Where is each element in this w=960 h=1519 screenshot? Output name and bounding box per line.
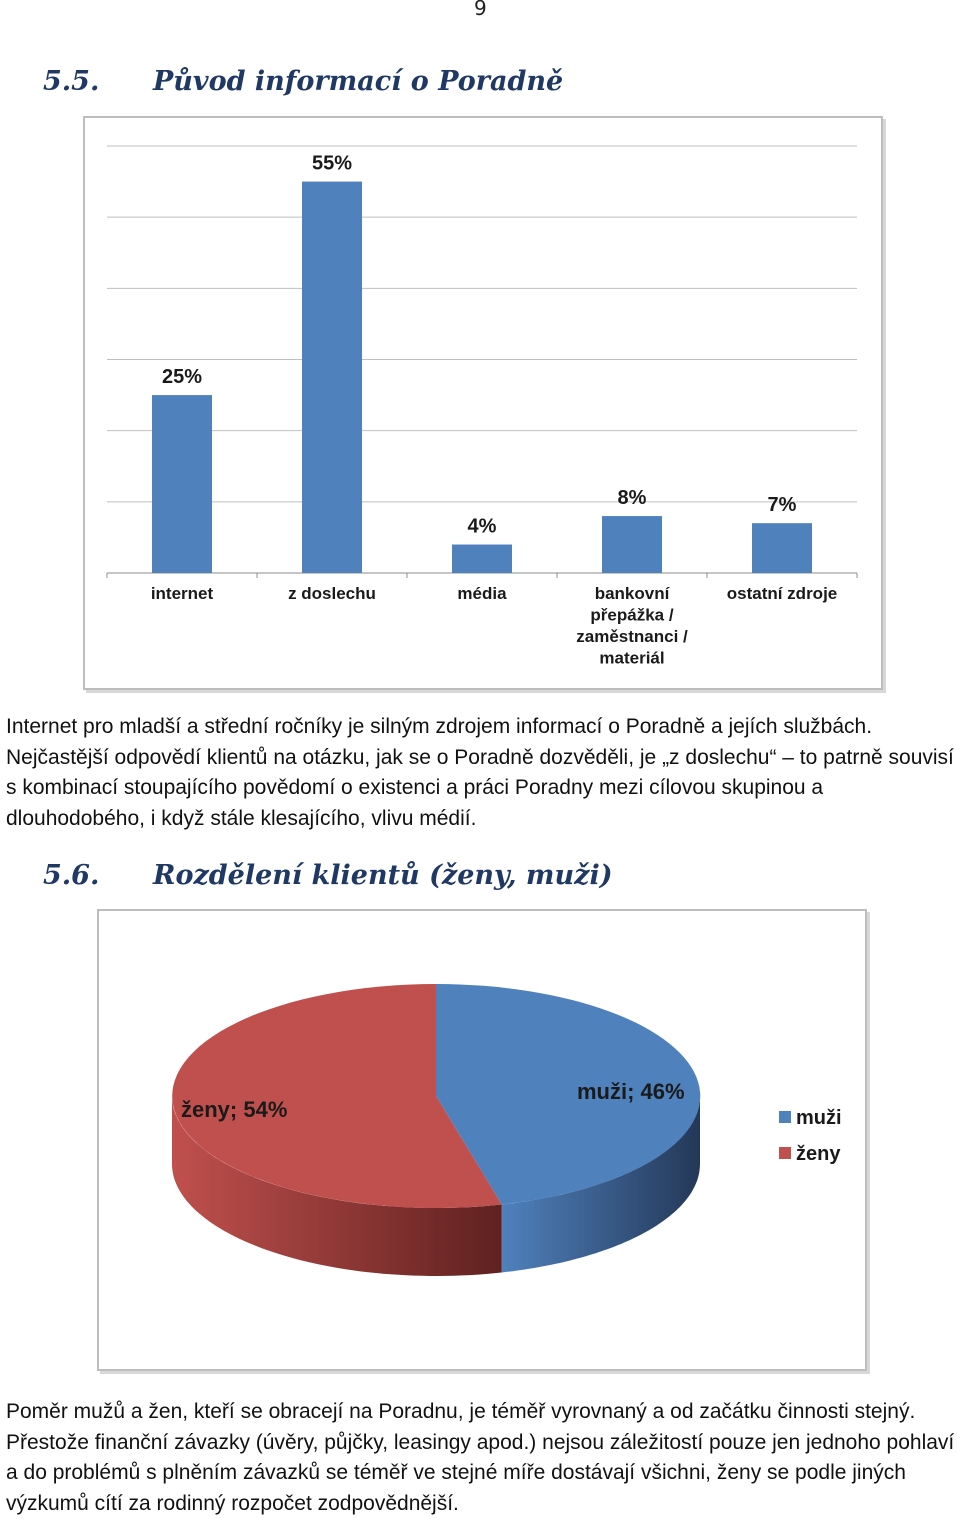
pie-chart bbox=[99, 911, 865, 1369]
legend-swatch bbox=[779, 1111, 791, 1123]
bar bbox=[452, 545, 512, 573]
bar-data-label: 25% bbox=[161, 366, 203, 389]
bar-data-label: 8% bbox=[617, 487, 647, 510]
bar-data-label: 4% bbox=[467, 515, 497, 538]
legend-label: muži bbox=[796, 1107, 842, 1129]
pie-chart-frame bbox=[97, 909, 867, 1371]
legend-label: ženy bbox=[796, 1143, 841, 1165]
bar-data-label: 7% bbox=[767, 494, 797, 517]
section-heading-5-6 bbox=[43, 860, 612, 891]
section-number: 5.5. bbox=[43, 66, 100, 97]
x-tick-label: internet bbox=[150, 584, 214, 603]
legend-swatch bbox=[779, 1147, 791, 1159]
x-tick-label: média bbox=[457, 584, 507, 603]
section-5-5-text: Internet pro mladší a střední ročníky je silným zdrojem informací o Poradně a jejích službách. Nejčastější odpovědí klientů na otázku, jak se o Poradně dozvěděli, je „z doslechu“ – to patrně souvisí s kombinací stoupajícího povědomí o existenci a práci Poradny mezi cílovou skupinou a dlouhodobého, i když stále klesajícího, vlivu médií. bbox=[6, 715, 954, 830]
section-title: Původ informací o Poradně bbox=[153, 66, 564, 97]
pie-data-label: muži; 46% bbox=[577, 1079, 685, 1104]
section-5-6-text: Poměr mužů a žen, kteří se obracejí na Poradnu, je téměř vyrovnaný a od začátku činnosti stejný. Přestože finanční závazky (úvěry, půjčky, leasingy apod.) nejsou záležitostí pouze jen jednoho pohlaví a do problémů s plněním závazků se téměř ve stejné míře dostávají všichni, ženy se podle jiných výzkumů cítí za rodinný rozpočet zodpovědnější. bbox=[6, 1400, 955, 1515]
bar bbox=[152, 395, 212, 573]
bar-data-label: 55% bbox=[311, 152, 353, 175]
bar bbox=[752, 523, 812, 573]
section-title: Rozdělení klientů (ženy, muži) bbox=[153, 860, 613, 891]
section-number: 5.6. bbox=[43, 860, 100, 891]
x-tick-label: bankovní přepážka / zaměstnanci / materiál bbox=[576, 584, 688, 668]
section-heading-5-5 bbox=[43, 66, 563, 97]
pie-data-label: ženy; 54% bbox=[181, 1097, 288, 1122]
bar-chart-frame bbox=[83, 116, 883, 690]
page-number: 9 bbox=[474, 0, 487, 20]
x-tick-label: z doslechu bbox=[288, 584, 376, 603]
bar-chart bbox=[85, 118, 881, 688]
bar bbox=[302, 182, 362, 573]
x-tick-label: ostatní zdroje bbox=[726, 584, 838, 603]
bar bbox=[602, 516, 662, 573]
